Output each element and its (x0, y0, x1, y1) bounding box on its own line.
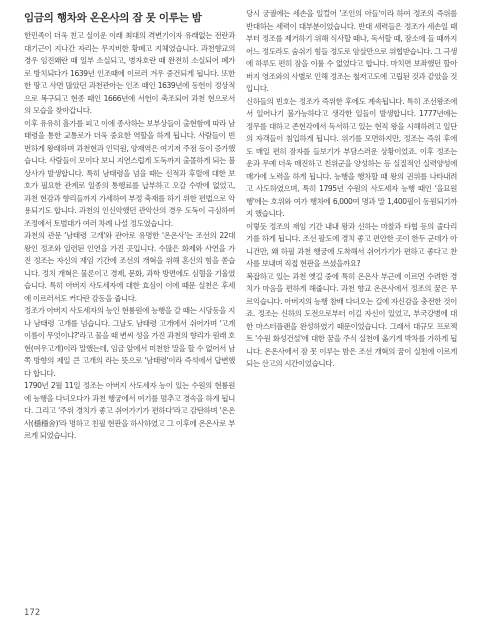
paragraph: 이렇듯 정조의 재임 기간 내내 왕과 신하는 마찰과 타협 등의 줄다리기를 하게 됩니다. 조선 팔도에 경치 좋고 편안한 곳이 한두 군데가 아니건만, 왜 하필 과천 행궁에 도착해서 쉬어가기가 편하고 좋다고 찬사를 보내며 직접 현판을 쓰셨을까요? (246, 221, 457, 268)
paragraph: 한민족이 더욱 친고 실이운 이래 최대의 격변기이자 유래없는 전란과 대기근이 지나간 자리는 무지비한 황폐고 지체였습니다. 과천향교의 경우 임진왜란 때 일부 소실되고, 병자호란 때 완전히 소실되어 폐가로 방치되다가 1639년 인조때에 이르러 겨우 중건되게 됩니다. 또한 한 땅고 사면 많았던 과천관아는 인조 때인 1639년에 동헌이 정상적으로 복구되고 현종 때인 1666년에 서헌이 축조되어 과천 현으로서의 모습을 찾아갑니다. (24, 31, 235, 115)
page-number: 172 (24, 608, 41, 618)
article-title: 임금의 행차와 온온사의 잠 못 이루는 밤 (24, 12, 202, 24)
paragraph: 당시 궁궐에는 세손을 일컬어 '조인의 아들'이라 하여 정조의 즉위를 반대하는 세력이 대부분이었습니다. 반대 세력들은 정조가 세손일 때부터 정조를 제거하기 위해 식사할 때나, 독서할 때, 잠소에 들 때까지 어느 정도라도 숨쉬기 힘들 정도로 암살만으로 위협받습니다. 그 극생에 하루도 편히 잠을 이룰 수 없었다고 합니다. 마치면 보좌했던 할아버지 영조와의 사별로 인해 정조는 철저고도에 고립된 것과 같았을 것입니다. (246, 9, 457, 93)
paragraph: 신하들의 빈호는 정조가 즉위한 후에도 계속됩니다. 특히 조선왕조에서 일어나기 불가능하다고 생각한 일들이 발생합니다. 1777년에는 정무를 대하고 존현각에서 독서하고 있는 현직 왕을 시해하려고 일단의 자객들이 침입하게 됩니다. 위기를 모면하지만, 정조는 즉위 후에도 매일 편히 잠자를 들보기가 부담스러운 상황이었죠. 이후 정조는 운과 무예 더욱 매진하고 친위군을 양성하는 등 실질적인 실력양성에 매가에 노력을 하게 됩니다. 능행을 행차할 때 왕의 권위를 나타내려고 사도하였으며, 특히 1795년 수원의 사도세자 능행 때인 '을묘원행'에는 호위와 여가 행차에 6,000여 명과 말 1,400필이 동원되기까지 했습니다. (246, 96, 457, 218)
paragraph: 과천의 관문 '남태령 고개'와 관아로 유명한 '온온사'는 조선의 22대 왕인 정조와 일련된 인연을 가진 곳입니다. 수많은 화제와 사연을 가진 정조는 자신의 재임 기간에 조선의 개혁을 위해 혼신의 힘을 쏟습니다. 정치 개혁은 물론이고 경제, 문화, 과학 방면에도 심혈을 기울였습니다. 특히 아버지 사도세자에 대한 효심이 이에 때문 실천은 후세에 이르러서도 커다란 감동을 줍니다. (24, 231, 235, 303)
paragraph: 1790년 2월 11일 정조는 아버지 사도세자 능이 있는 수원의 현륭원에 능행을 다녀오다가 과천 행궁에서 여기를 멈추고 경속을 하게 됩니다. 그리고 '주위 경치가 좋고 쉬어가기가 편하다'라고 감탄하며 '온온사(穩穩舍)'라 명하고 친필 현판을 하사하였고 그 이후에 온온사로 부르게 되었습니다. (24, 381, 235, 440)
paragraph: 정조가 아버지 사도세자의 능인 현륭원에 능행을 갈 때는 시당동을 지나 남태령 고개를 넘습니다. 그날도 남태령 고개에서 쉬어가며 '고개 이름이 무엇이냐?'라고 물을 때 변씨 성을 가진 과천의 향리가 원래 호현(여우고개)이라 말했는데, 임금 앞에서 미천한 말을 할 수 없어서 남쪽 방향의 제일 큰 고개의 라는 뜻으로 '남태령'이라 즉석에서 답변했다 합니다. (24, 306, 235, 378)
paragraph: 이후 유유히 흘가를 피고 이에 종사하는 보부상들이 출현함에 따라 남태령을 통한 교통로가 더욱 중요한 역할을 하게 됩니다. 사람들이 빈번하게 왕래하며 과천현과 인덕원, 양재역은 여기저 주점 등이 증가했습니다. 사람들이 모이다 보니 지연스럽게 도둑까지 출몰하게 되는 불상사가 발생합니다. 특히 남태령을 넘을 때는 신적과 후릴에 대한 보호가 필요한 관계로 일종의 통행료를 납부하고 오갈 수밖에 없었고, 과천 현감과 향리들까지 가세하여 부정 축재를 하기 위한 편법으로 악용되기도 합니다. 과천의 인신악했던 관악산의 경우 도둑이 극심하여 조정에서 토벌대가 여러 차례 나설 정도였습니다. (24, 118, 235, 228)
right-column (246, 8, 457, 371)
left-column (24, 11, 235, 443)
paragraph: 복잡하고 있는 과천 옛길 중에 특히 온온사 부근에 이르면 수려한 경치가 마음을 편하게 해줍니다. 과천 향교 온온사에서 정조의 꿈은 무르익습니다. 아버지의 능행 참배 다녀오는 길에 자신감을 충전한 것이죠. 정조는 신하의 도전으로부터 이길 자신이 있었고, 부국강병에 대한 마스터플랜을 완성하였기 때문이었습니다. 그래서 대규모 프로젝트 '수원 화성건설'에 대한 꿈을 주식 실천에 옮기게 박차를 가하게 됩니다. 온온사에서 잠 못 이루는 밤은 조선 개혁의 꿈이 실천에 이르게 되는 산고의 시간이었습니다. (246, 271, 457, 368)
